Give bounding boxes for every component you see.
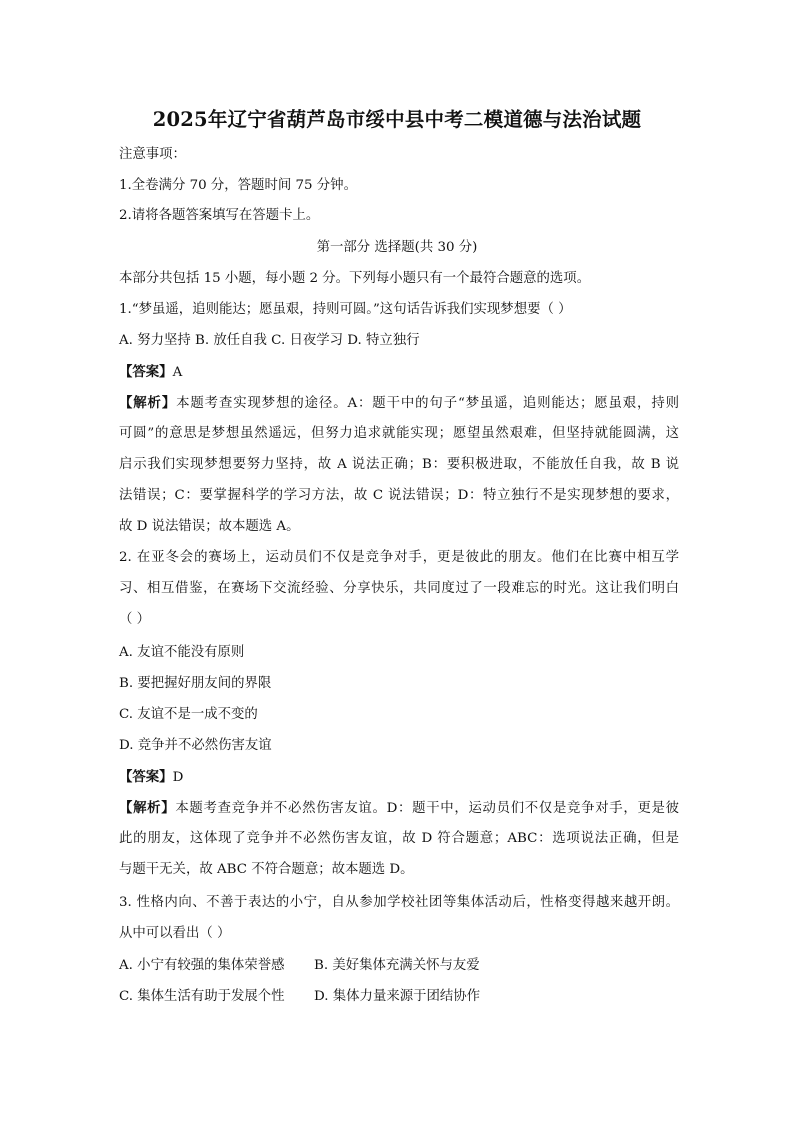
question-3-option-b: B. 美好集体充满关怀与友爱: [314, 958, 480, 973]
question-2-option-b: B. 要把握好朋友间的界限: [119, 676, 272, 691]
notice-heading: 注意事项：: [119, 147, 186, 162]
question-2-stem-line: （ ）: [119, 612, 151, 627]
notice-item: 2.请将各题答案填写在答题卡上。: [119, 208, 320, 223]
section-instruction: 本部分共包括 15 小题，每小题 2 分。下列每小题只有一个最符合题意的选项。: [119, 271, 591, 286]
analysis-tag: 【解析】: [119, 395, 177, 411]
question-2-analysis-line: [119, 798, 679, 819]
answer-value: A: [172, 365, 183, 380]
question-1-answer: [119, 362, 679, 383]
notice-item: 1.全卷满分 70 分，答题时间 75 分钟。: [119, 178, 357, 193]
question-2-option-a: A. 友谊不能没有原则: [119, 645, 245, 660]
question-1-analysis-line: 故 D 说法错误；故本题选 A。: [119, 519, 300, 534]
question-3-options-row: [119, 956, 679, 976]
question-1-analysis-line: 可圆”的意思是梦想虽然遥远，但努力追求就能实现；愿望虽然艰难，但坚持就能圆满，这: [119, 426, 679, 441]
question-2-option-c: C. 友谊不是一成不变的: [119, 707, 258, 722]
question-2-stem-line: 习、相互借鉴，在赛场下交流经验、分享快乐，共同度过了一段难忘的时光。这让我们明白: [119, 581, 679, 596]
question-1-analysis-line: 法错误；C：要掌握科学的学习方法，故 C 说法错误；D：特立独行不是实现梦想的要求，: [119, 488, 679, 503]
analysis-text: 本题考查竞争并不必然伤害友谊。D：题干中，运动员们不仅是竞争对手，更是彼: [175, 801, 680, 816]
question-2-analysis-line: 与题干无关，故 ABC 不符合题意；故本题选 D。: [119, 862, 414, 877]
question-1-analysis-line: 启示我们实现梦想要努力坚持，故 A 说法正确；B：要积极进取，不能放任自我，故 B 说: [119, 457, 679, 472]
question-3-options-row: [119, 987, 679, 1007]
question-1-stem: 1.“梦虽遥，追则能达；愿虽艰，持则可圆。”这句话告诉我们实现梦想要（ ）: [119, 302, 572, 317]
question-2-analysis-line: 此的朋友，这体现了竞争并不必然伤害友谊，故 D 符合题意；ABC：选项说法正确，但是: [119, 831, 679, 846]
question-1-analysis-line: [119, 393, 679, 414]
question-2-answer: [119, 767, 679, 788]
question-2-stem-line: 2. 在亚冬会的赛场上，运动员们不仅是竞争对手，更是彼此的朋友。他们在比赛中相互学: [119, 550, 679, 565]
answer-tag: 【答案】: [119, 364, 173, 380]
question-1-options: A. 努力坚持 B. 放任自我 C. 日夜学习 D. 特立独行: [119, 333, 420, 348]
answer-value: D: [172, 770, 184, 785]
question-3-option-a: A. 小宁有较强的集体荣誉感: [119, 958, 285, 973]
question-3-stem-line: 3. 性格内向、不善于表达的小宁，自从参加学校社团等集体活动后，性格变得越来越开朗。: [119, 895, 679, 910]
exam-title: 2025年辽宁省葫芦岛市绥中县中考二模道德与法治试题: [152, 108, 642, 131]
question-3-option-c: C. 集体生活有助于发展个性: [119, 989, 285, 1004]
section-heading: 第一部分 选择题(共 30 分): [316, 240, 478, 255]
question-3-stem-line: 从中可以看出（ ）: [119, 926, 231, 941]
analysis-tag: 【解析】: [119, 800, 176, 816]
answer-tag: 【答案】: [119, 769, 173, 785]
question-3-option-d: D. 集体力量来源于团结协作: [314, 989, 481, 1004]
question-2-option-d: D. 竞争并不必然伤害友谊: [119, 738, 272, 753]
analysis-text: 本题考查实现梦想的途径。A：题干中的句子“梦虽遥，追则能达；愿虽艰，持则: [176, 396, 680, 411]
